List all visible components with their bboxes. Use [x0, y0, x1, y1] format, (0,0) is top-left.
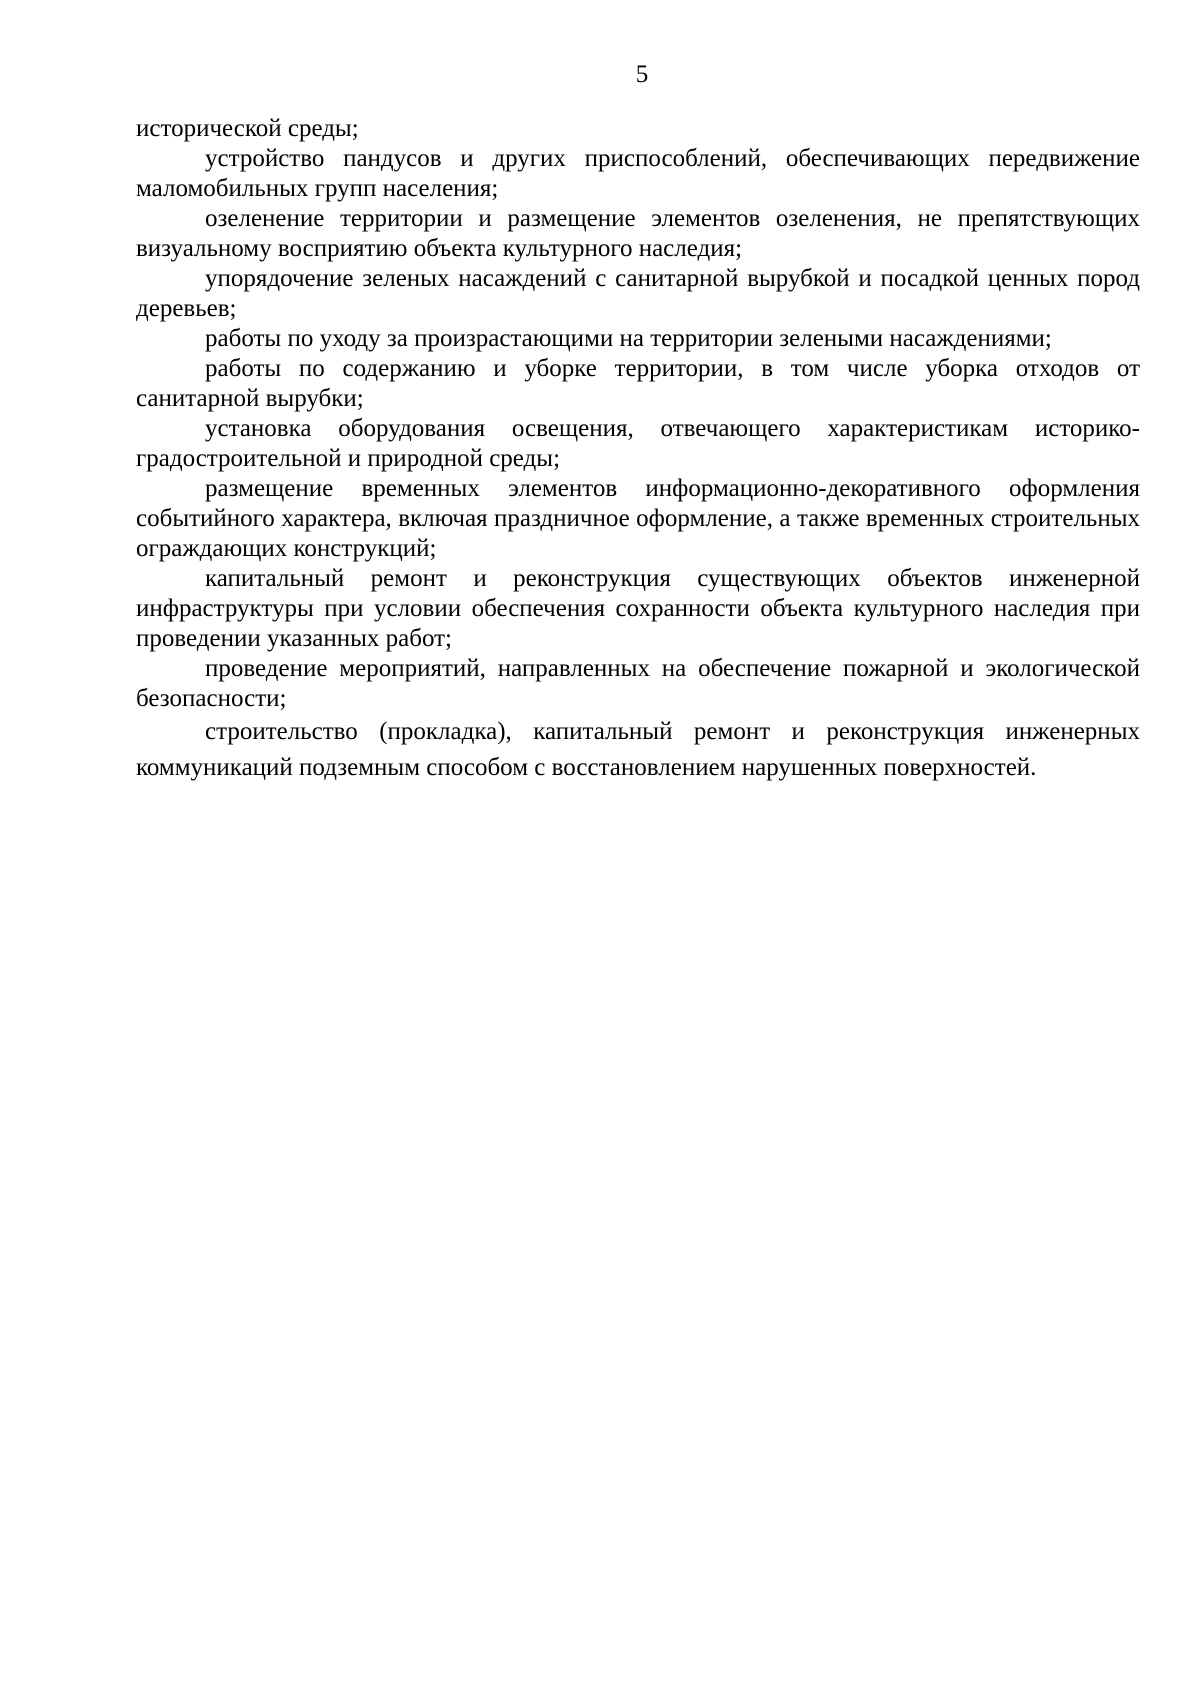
paragraph: исторической среды; — [136, 115, 359, 142]
paragraph: капитальный ремонт и реконструкция существующих объектов инженерной инфраструктуры при условии обеспечения сохранности объекта культурного наследия при проведении указанных работ; — [136, 565, 1140, 652]
paragraph: размещение временных элементов информационно-декоративного оформления событийного характера, включая праздничное оформление, а также временных строительных ограждающих конструкций; — [136, 475, 1140, 562]
paragraph: работы по уходу за произрастающими на территории зелеными насаждениями; — [205, 325, 1052, 352]
paragraph: строительство (прокладка), капитальный ремонт и реконструкция инженерных коммуникаций подземным способом с восстановлением нарушенных поверхностей. — [136, 718, 1140, 781]
paragraph: установка оборудования освещения, отвечающего характеристикам историко-градостроительной и природной среды; — [136, 415, 1140, 472]
paragraph: работы по содержанию и уборке территории, в том числе уборка отходов от санитарной вырубки; — [136, 355, 1140, 412]
page-number: 5 — [635, 61, 649, 88]
paragraph: упорядочение зеленых насаждений с санитарной вырубкой и посадкой ценных пород деревьев; — [136, 265, 1140, 322]
paragraph: проведение мероприятий, направленных на обеспечение пожарной и экологической безопасности; — [136, 655, 1140, 712]
paragraph: озеленение территории и размещение элементов озеленения, не препятствующих визуальному восприятию объекта культурного наследия; — [136, 205, 1140, 262]
paragraph: устройство пандусов и других приспособлений, обеспечивающих передвижение маломобильных групп населения; — [136, 145, 1140, 202]
document-body — [136, 114, 1140, 786]
